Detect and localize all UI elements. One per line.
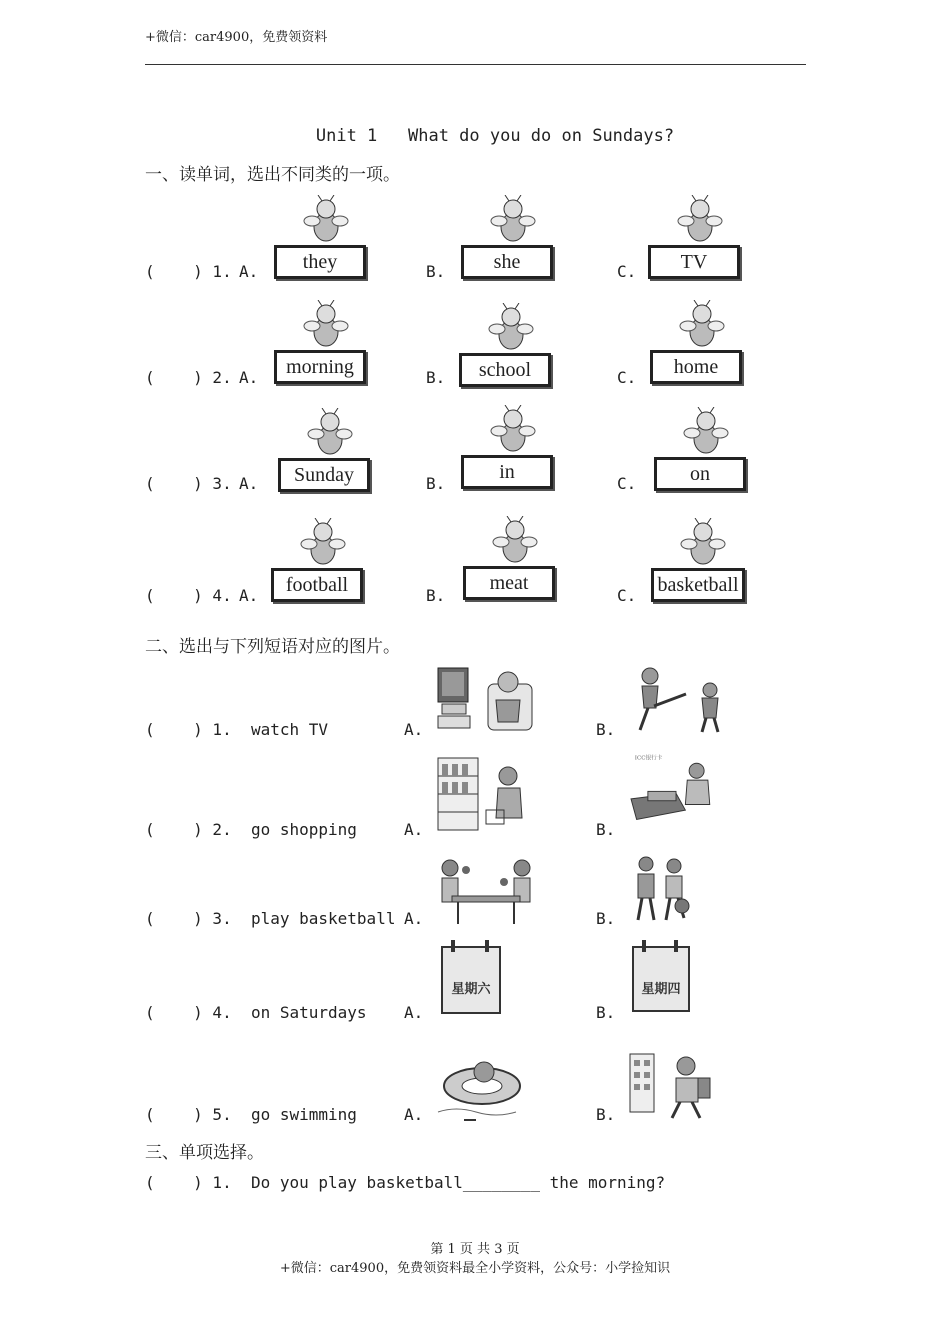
s1-q4-a: A. bbox=[239, 586, 259, 605]
s1-q3-b: B. bbox=[426, 474, 446, 493]
word-card bbox=[461, 195, 559, 285]
s2-q2-b: B. bbox=[596, 820, 616, 839]
s1-q1-label: ( ) 1. bbox=[145, 262, 232, 281]
s1-q4-label: ( ) 4. bbox=[145, 586, 232, 605]
word-card bbox=[274, 195, 372, 285]
word-box: Sunday bbox=[278, 458, 370, 492]
s2-q5-label: ( ) 5. go swimming bbox=[145, 1105, 357, 1124]
s1-q2-b: B. bbox=[426, 368, 446, 387]
s2-q3-a: A. bbox=[404, 909, 424, 928]
word-box: basketball bbox=[651, 568, 745, 602]
word-box: meat bbox=[463, 566, 555, 600]
word-card bbox=[461, 405, 559, 495]
s2-q4-b: B. bbox=[596, 1003, 616, 1022]
s2-q5-a: A. bbox=[404, 1105, 424, 1124]
going-to-school-picture bbox=[626, 1048, 726, 1123]
s2-q5-b: B. bbox=[596, 1105, 616, 1124]
word-card bbox=[278, 408, 376, 498]
bee-icon bbox=[676, 195, 724, 245]
svg-text:ICC银行卡: ICC银行卡 bbox=[634, 755, 663, 762]
footer-note: +微信：car4900，免费领资料最全小学资料，公众号：小学捡知识 bbox=[279, 1261, 671, 1276]
bee-icon bbox=[302, 195, 350, 245]
s1-q2-label: ( ) 2. bbox=[145, 368, 232, 387]
word-box: football bbox=[271, 568, 363, 602]
word-box: on bbox=[654, 457, 746, 491]
word-card bbox=[648, 195, 746, 285]
s2-q3-b: B. bbox=[596, 909, 616, 928]
word-card bbox=[271, 518, 369, 608]
calendar-saturday bbox=[441, 940, 499, 1012]
s3-q1: ( ) 1. Do you play basketball________ the morning? bbox=[145, 1173, 666, 1192]
s2-q1-a: A. bbox=[404, 720, 424, 739]
s1-q2-a: A. bbox=[239, 368, 259, 387]
calendar-saturday-text: 星期六 bbox=[451, 982, 491, 997]
section1-heading: 一、读单词，选出不同类的一项。 bbox=[145, 165, 400, 185]
s1-q4-c: C. bbox=[617, 586, 637, 605]
tv-watching-picture bbox=[436, 660, 536, 735]
word-card bbox=[654, 407, 752, 497]
s2-q4-label: ( ) 4. on Saturdays bbox=[145, 1003, 367, 1022]
bee-icon bbox=[679, 518, 727, 568]
s2-q1-b: B. bbox=[596, 720, 616, 739]
word-box: home bbox=[650, 350, 742, 384]
header-divider bbox=[145, 64, 806, 65]
bee-icon bbox=[491, 516, 539, 566]
s1-q1-c: C. bbox=[617, 262, 637, 281]
word-card bbox=[651, 518, 751, 608]
word-box: TV bbox=[648, 245, 740, 279]
bee-icon bbox=[487, 303, 535, 353]
word-box: in bbox=[461, 455, 553, 489]
swimming-picture bbox=[436, 1050, 536, 1125]
bee-icon bbox=[489, 405, 537, 455]
word-box: school bbox=[459, 353, 551, 387]
basketball-picture bbox=[626, 852, 726, 927]
calendar-thursday bbox=[632, 940, 690, 1012]
s2-q3-label: ( ) 3. play basketball bbox=[145, 909, 396, 928]
word-card bbox=[650, 300, 748, 390]
s1-q1-b: B. bbox=[426, 262, 446, 281]
bee-icon bbox=[299, 518, 347, 568]
s1-q1-a: A. bbox=[239, 262, 259, 281]
bee-icon bbox=[678, 300, 726, 350]
header-note: +微信：car4900，免费领资料 bbox=[145, 30, 328, 45]
word-card bbox=[459, 303, 557, 393]
section2-heading: 二、选出与下列短语对应的图片。 bbox=[145, 637, 400, 657]
shopping-picture bbox=[436, 756, 536, 831]
kicking-picture bbox=[626, 660, 726, 735]
word-card bbox=[274, 300, 372, 390]
s1-q3-c: C. bbox=[617, 474, 637, 493]
s1-q4-b: B. bbox=[426, 586, 446, 605]
word-box: morning bbox=[274, 350, 366, 384]
s1-q3-label: ( ) 3. bbox=[145, 474, 232, 493]
bee-icon bbox=[306, 408, 354, 458]
word-box: she bbox=[461, 245, 553, 279]
word-card bbox=[463, 516, 561, 606]
ping-pong-picture bbox=[436, 852, 536, 927]
s2-q1-label: ( ) 1. watch TV bbox=[145, 720, 329, 739]
s2-q2-a: A. bbox=[404, 820, 424, 839]
s2-q4-a: A. bbox=[404, 1003, 424, 1022]
calendar-thursday-text: 星期四 bbox=[641, 982, 681, 997]
word-box: they bbox=[274, 245, 366, 279]
bee-icon bbox=[682, 407, 730, 457]
bee-icon bbox=[489, 195, 537, 245]
section3-heading: 三、单项选择。 bbox=[145, 1143, 264, 1163]
office-picture bbox=[626, 752, 726, 827]
s1-q2-c: C. bbox=[617, 368, 637, 387]
s2-q2-label: ( ) 2. go shopping bbox=[145, 820, 357, 839]
bee-icon bbox=[302, 300, 350, 350]
s1-q3-a: A. bbox=[239, 474, 259, 493]
page-number: 第 1 页 共 3 页 bbox=[430, 1242, 520, 1257]
page-title: Unit 1 What do you do on Sundays? bbox=[315, 126, 675, 146]
